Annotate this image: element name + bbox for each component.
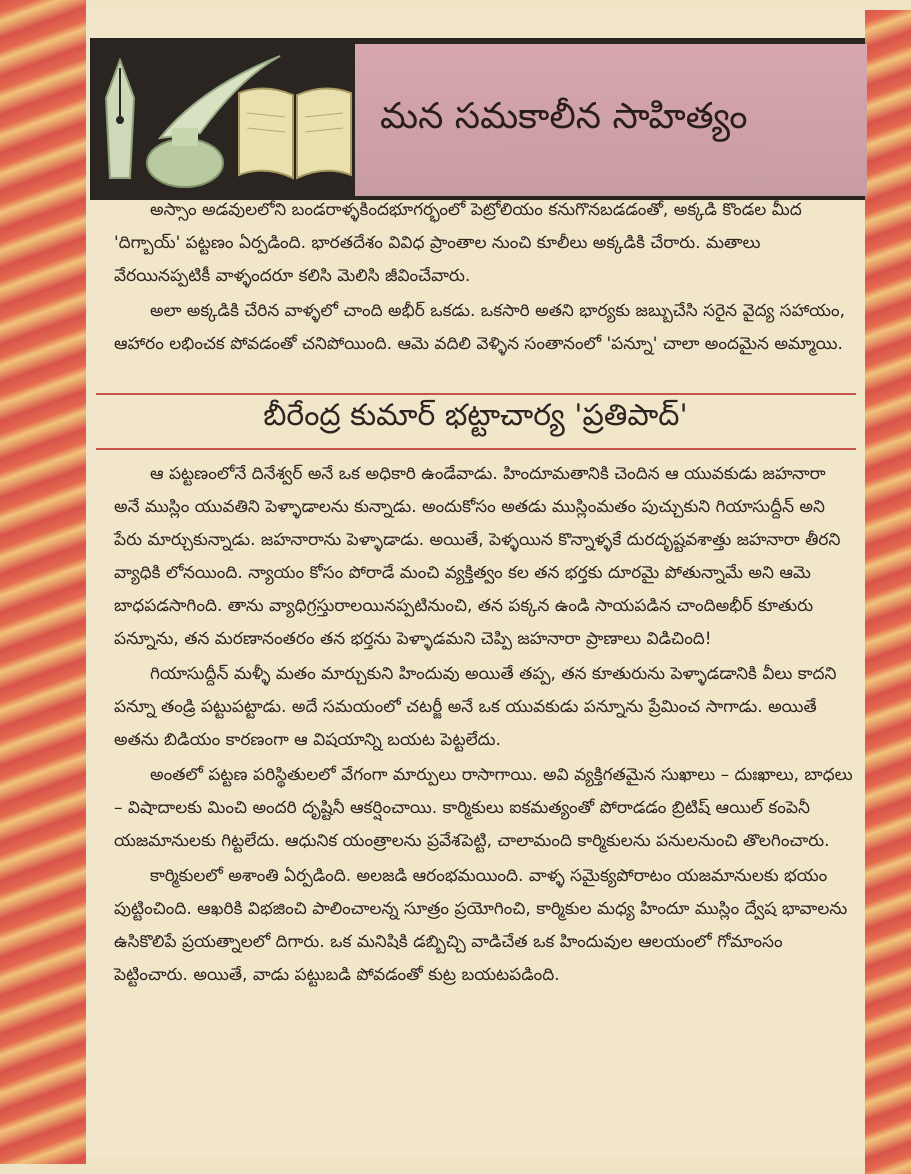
intro-paragraph-2: అలా అక్కడికి చేరిన వాళ్ళలో చాంది అభీర్ ఒకడు. ఒకసారి అతని భార్యకు జబ్బుచేసి సరైన వైద్య సహాయం, ఆహారం లభించక పోవడంతో చనిపోయింది. ఆమె వదిలి వెళ్ళిన సంతానంలో 'పన్నూ' చాలా అందమైన అమ్మాయి. — [114, 301, 846, 354]
intro-text — [114, 194, 854, 363]
intro-paragraph-1: అస్సాం అడవులలోని బండరాళ్ళకిందభూగర్భంలో పెట్రోలియం కనుగొనబడడంతో, అక్కడి కొండల మీద 'దిగ్బాయ్' పట్టణం ఏర్పడింది. భారతదేశం వివిధ ప్రాంతాల నుంచి కూలీలు అక్కడికి చేరారు. మతాలు వేరయినప్పటికీ వాళ్ళందరూ కలిసి మెలిసి జీవించేవారు. — [114, 200, 802, 286]
page-title: మన సమకాలీన సాహిత్యం — [380, 96, 748, 137]
decorative-left-border — [0, 0, 86, 1164]
divider-bottom — [96, 448, 856, 450]
story-paragraph-2: గియాసుద్దీన్ మళ్ళీ మతం మార్చుకుని హిందువు అయితే తప్ప, తన కూతురును పెళ్ళాడడానికి వీలు కాదని పన్నూ తండ్రి పట్టుపట్టాడు. అదే సమయంలో చటర్జీ అనే ఒక యువకుడు పన్నూను ప్రేమించ సాగాడు. అయితే అతను బిడియం కారణంగా ఆ విషయాన్ని బయట పెట్టలేదు. — [114, 664, 837, 750]
open-book-icon — [235, 83, 355, 183]
divider-top — [96, 393, 856, 395]
story-paragraph-1: ఆ పట్టణంలోనే దినేశ్వర్ అనే ఒక అధికారి ఉండేవాడు. హిందూమతానికి చెందిన ఆ యువకుడు జహనారా అనే ముస్లిం యువతిని పెళ్ళాడాలను కున్నాడు. అందుకోసం అతడు ముస్లింమతం పుచ్చుకుని గియాసుద్దీన్ అని పేరు మార్చుకున్నాడు. జహనారాను పెళ్ళాడాడు. అయితే, పెళ్ళయిన కొన్నాళ్ళకే దురదృష్టవశాత్తు జహనారా తీరని వ్యాధికి లోనయింది. న్యాయం కోసం పోరాడే మంచి వ్యక్తిత్వం కల తన భర్తకు దూరమై పోతున్నామే అని ఆమె బాధపడసాగింది. తాను వ్యాధిగ్రస్తురాలయినప్పటినుంచి, తన పక్కన ఉండి సాయపడిన చాందిఅభీర్ కూతురు పన్నూను, తన మరణానంతరం తన భర్తను పెళ్ళాడమని చెప్పి జహనారా ప్రాణాలు విడిచింది! — [114, 464, 841, 649]
pen-nib-icon — [100, 58, 140, 188]
story-paragraph-3: అంతలో పట్టణ పరిస్థితులలో వేగంగా మార్పులు రాసాగాయి. అవి వ్యక్తిగతమైన సుఖాలు – దుఃఖాలు, బాధలు – విషాదాలకు మించి అందరి దృష్టినీ ఆకర్షించాయి. కార్మికులు ఐకమత్యంతో పోరాడడం బ్రిటిష్ ఆయిల్ కంపెనీ యజమానులకు గిట్టలేదు. ఆధునిక యంత్రాలను ప్రవేశపెట్టి, చాలామంది కార్మికులను పనులనుంచి తొలగించారు. — [114, 765, 853, 851]
decorative-right-border — [865, 10, 911, 1174]
section-header — [90, 38, 865, 200]
story-paragraph-4: కార్మికులలో అశాంతి ఏర్పడింది. అలజడి ఆరంభమయింది. వాళ్ళ సమైక్యపోరాటం యజమానులకు భయం పుట్టించింది. ఆఖరికి విభజించి పాలించాలన్న సూత్రం ప్రయోగించి, కార్మికుల మధ్య హిందూ ముస్లిం ద్వేష భావాలను ఉసికొలిపే ప్రయత్నాలలో దిగారు. ఒక మనిషికి డబ్బిచ్చి వాడిచేత ఒక హిందువుల ఆలయంలో గోమాంసం పెట్టించారు. అయితే, వాడు పట్టుబడి పోవడంతో కుట్ర బయటపడింది. — [114, 866, 848, 985]
story-title: బీరేంద్ర కుమార్ భట్టాచార్య 'ప్రతిపాద్' — [263, 398, 688, 433]
page — [86, 8, 865, 1158]
story-text — [114, 458, 854, 994]
